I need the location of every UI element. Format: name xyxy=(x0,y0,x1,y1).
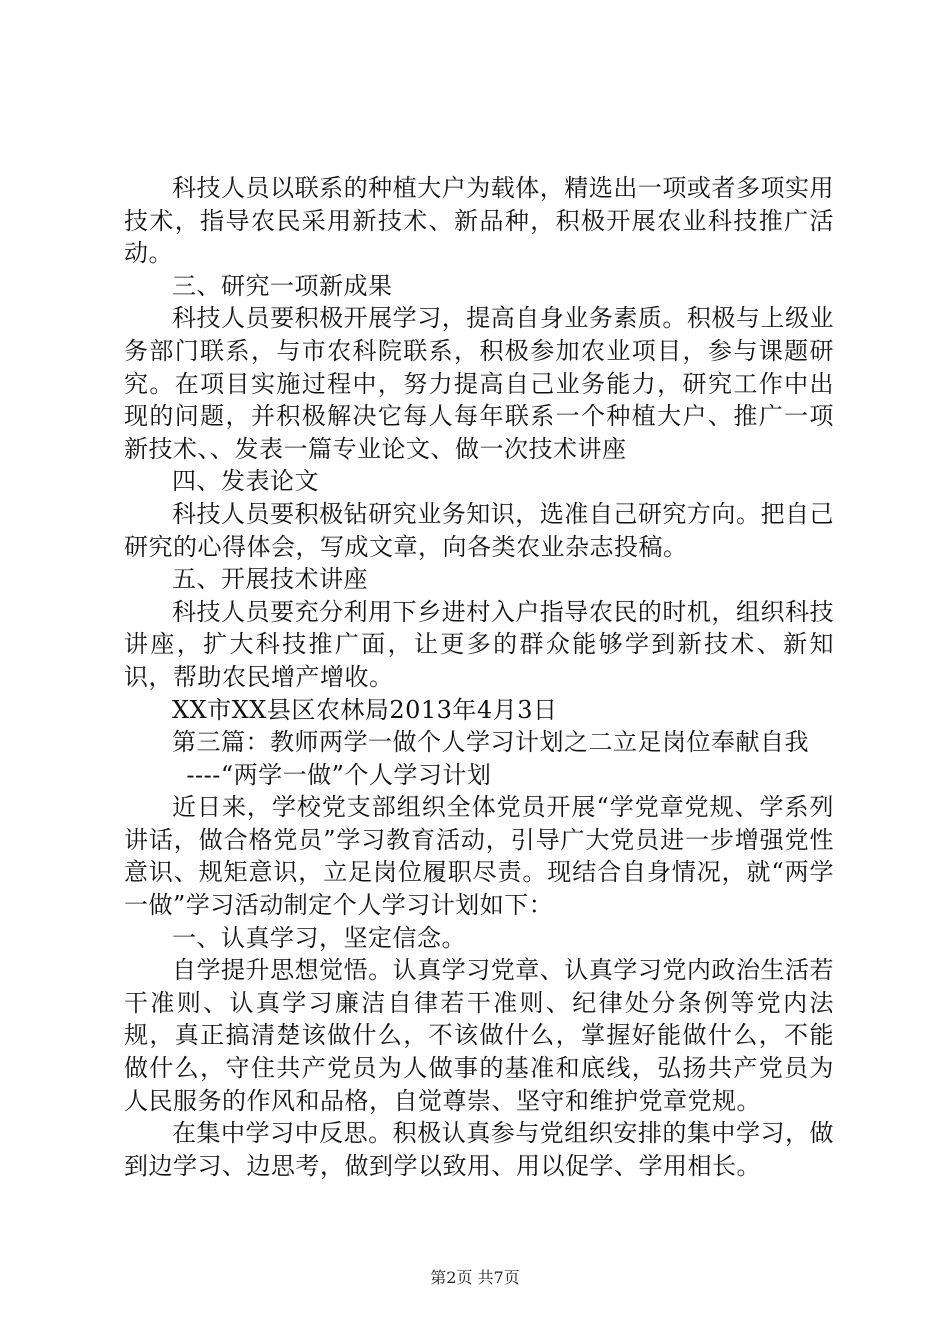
section-heading: 一、认真学习，坚定信念。 xyxy=(172,923,466,952)
body-paragraph: 科技人员要积极钻研究业务知识，选准自己研究方向。把自己研究的心得体会，写成文章，向各类农业杂志投稿。 xyxy=(124,499,834,561)
section-heading: 三、研究一项新成果 xyxy=(172,271,393,300)
section-heading: 五、开展技术讲座 xyxy=(172,565,368,594)
body-paragraph: 近日来，学校党支部组织全体党员开展“学党章党规、学系列讲话，做合格党员”学习教育活动，引导广大党员进一步增强党性意识、规矩意识，立足岗位履职尽责。现结合自身情况，就“两学一做”学习活动制定个人学习计划如下： xyxy=(124,793,834,920)
body-paragraph: 科技人员要充分利用下乡进村入户指导农民的时机，组织科技讲座，扩大科技推广面，让更多的群众能够学到新技术、新知识，帮助农民增产增收。 xyxy=(124,597,834,691)
section-heading: 四、发表论文 xyxy=(172,467,319,496)
document-body xyxy=(124,172,834,1182)
signature-date: XX市XX县区农林局2013年4月3日 xyxy=(172,695,558,724)
body-paragraph: 自学提升思想觉悟。认真学习党章、认真学习党内政治生活若干准则、认真学习廉洁自律若干准则、纪律处分条例等党内法规，真正搞清楚该做什么，不该做什么，掌握好能做什么，不能做什么，守住共产党员为人做事的基准和底线，弘扬共产党员为人民服务的作风和品格，自觉尊崇、坚守和维护党章党规。 xyxy=(124,956,834,1115)
body-paragraph: 在集中学习中反思。积极认真参与党组织安排的集中学习，做到边学习、边思考，做到学以致用、用以促学、学用相长。 xyxy=(124,1119,834,1180)
body-paragraph: 科技人员要积极开展学习，提高自身业务素质。积极与上级业务部门联系，与市农科院联系，积极参加农业项目，参与课题研究。在项目实施过程中，努力提高自己业务能力，研究工作中出现的问题，并积极解决它每人每年联系一个种植大户、推广一项新技术、、发表一篇专业论文、做一次技术讲座 xyxy=(124,304,834,463)
page-number-footer: 第2页 共7页 xyxy=(430,1268,520,1287)
chapter-title: 第三篇：教师两学一做个人学习计划之二立足岗位奉献自我 xyxy=(172,728,809,757)
chapter-subtitle: ----“两学一做”个人学习计划 xyxy=(186,760,492,789)
body-paragraph: 科技人员以联系的种植大户为载体，精选出一项或者多项实用技术，指导农民采用新技术、新品种，积极开展农业科技推广活动。 xyxy=(124,174,834,268)
